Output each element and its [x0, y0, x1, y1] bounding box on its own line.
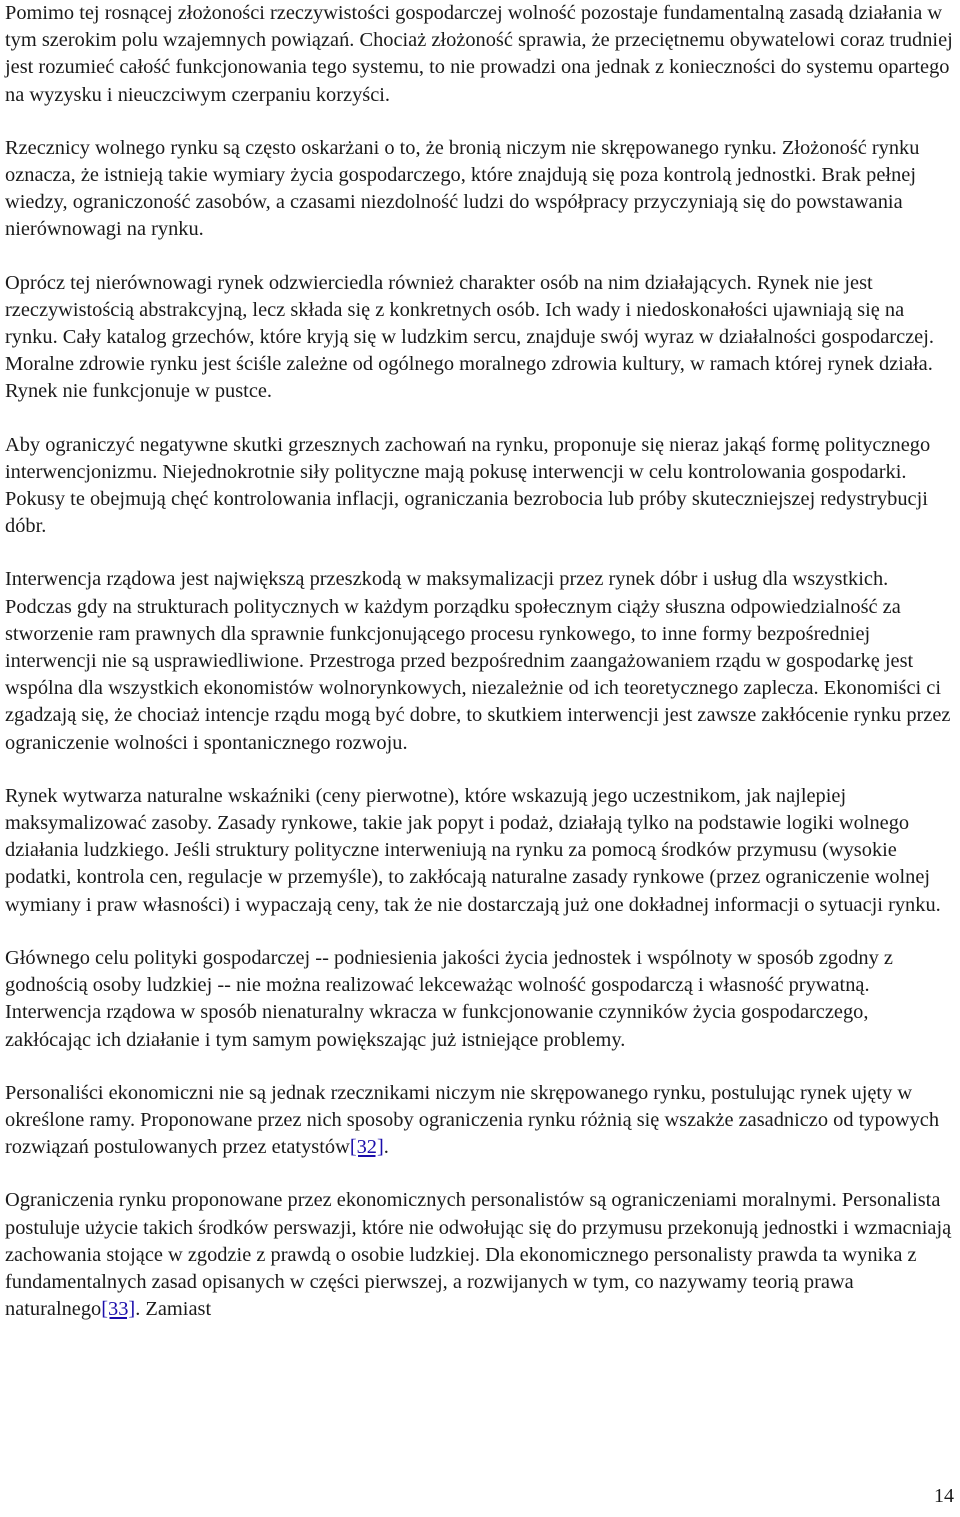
paragraph-8-text-end: .: [383, 1136, 389, 1159]
paragraph-9-text: Ograniczenia rynku proponowane przez ekonomicznych personalistów są ograniczeniami moralnymi. Personalista postuluje użycie takich środków perswazji, które nie odwołując się do przymusu przekonują jednostki i wzmacniają zachowania stojące w zgodzie z prawdą o osobie ludzkiej. Dla ekonomicznego personalisty prawda ta wynika z fundamentalnych zasad opisanych w części pierwszej, a rozwijanych w tym, co nazywamy teorią prawa naturalnego: [5, 1189, 952, 1321]
paragraph-8-text: Personaliści ekonomiczni nie są jednak rzecznikami niczym nie skrępowanego rynku, postulując rynek ujęty w określone ramy. Proponowane przez nich sposoby ograniczenia rynku różnią się wszakże zasadniczo od typowych rozwiązań postulowanych przez etatystów: [5, 1081, 940, 1159]
paragraph-8: [5, 1080, 957, 1162]
footnote-link-33[interactable]: [33]: [101, 1298, 136, 1321]
document-page: [5, 0, 957, 1349]
paragraph-5: Interwencja rządowa jest największą przeszkodą w maksymalizacji przez rynek dóbr i usług dla wszystkich. Podczas gdy na strukturach politycznych w każdym porządku społecznym ciąży słuszna odpowiedzialność za stworzenie ram prawnych dla sprawnie funkcjonującego procesu rynkowego, to inne formy bezpośredniej interwencji nie są usprawiedliwione. Przestroga przed bezpośrednim zaangażowaniem rządu w gospodarkę jest wspólna dla wszystkich ekonomistów wolnorynkowych, niezależnie od ich teoretycznego zaplecza. Ekonomiści ci zgadzają się, że chociaż intencje rządu mogą być dobre, to skutkiem interwencji jest zawsze zakłócenie rynku przez ograniczenie wolności i spontanicznego rozwoju.: [5, 568, 951, 754]
paragraph-9-text-end: . Zamiast: [135, 1298, 212, 1321]
paragraph-9: [5, 1187, 957, 1323]
paragraph-3: Oprócz tej nierównowagi rynek odzwierciedla również charakter osób na nim działających. Rynek nie jest rzeczywistością abstrakcyjną, lecz składa się z konkretnych osób. Ich wady i niedoskonałości ujawniają się na rynku. Cały katalog grzechów, które kryją się w ludzkim sercu, znajduje swój wyraz w działalności gospodarczej. Moralne zdrowie rynku jest ściśle zależne od ogólnego moralnego zdrowia kultury, w ramach której rynek działa. Rynek nie funkcjonuje w pustce.: [5, 271, 934, 403]
paragraph-7: Głównego celu polityki gospodarczej -- podniesienia jakości życia jednostek i wspólnoty w sposób zgodny z godnością osoby ludzkiej -- nie można realizować lekceważąc wolność gospodarczą i własność prywatną. Interwencja rządowa w sposób nienaturalny wkracza w funkcjonowanie czynników życia gospodarczego, zakłócając ich działanie i tym samym powiększając już istniejące problemy.: [5, 946, 893, 1051]
paragraph-1: Pomimo tej rosnącej złożoności rzeczywistości gospodarczej wolność pozostaje fundamentalną zasadą działania w tym szerokim polu wzajemnych powiązań. Chociaż złożoność sprawia, że przeciętnemu obywatelowi coraz trudniej jest rozumieć całość funkcjonowania tego systemu, to nie prowadzi ona jednak z konieczności do systemu opartego na wyzysku i nieuczciwym czerpaniu korzyści.: [5, 2, 953, 106]
page-number: 14: [934, 1485, 954, 1507]
paragraph-4: Aby ograniczyć negatywne skutki grzesznych zachowań na rynku, proponuje się nieraz jakąś formę politycznego interwencjonizmu. Niejednokrotnie siły polityczne mają pokusę interwencji w celu kontrolowania gospodarki. Pokusy te obejmują chęć kontrolowania inflacji, ograniczania bezrobocia lub próby skuteczniejszej redystrybucji dóbr.: [5, 433, 931, 538]
footnote-link-32[interactable]: [32]: [349, 1136, 384, 1159]
paragraph-6: Rynek wytwarza naturalne wskaźniki (ceny pierwotne), które wskazują jego uczestnikom, jak najlepiej maksymalizować zasoby. Zasady rynkowe, takie jak popyt i podaż, działają tylko na podstawie logiki wolnego działania ludzkiego. Jeśli struktury polityczne interweniują na rynku za pomocą środków przymusu (wysokie podatki, kontrola cen, regulacje w przemyśle), to zakłócają naturalne zasady rynkowe (przez ograniczenie wolnej wymiany i praw własności) i wypaczają ceny, tak że nie dostarczają już one dokładnej informacji o sytuacji rynku.: [5, 784, 941, 916]
paragraph-2: Rzecznicy wolnego rynku są często oskarżani o to, że bronią niczym nie skrępowanego rynku. Złożoność rynku oznacza, że istnieją takie wymiary życia gospodarczego, które znajdują się poza kontrolą jednostki. Brak pełnej wiedzy, ograniczoność zasobów, a czasami niezdolność ludzi do współpracy przyczyniają się do powstawania nierównowagi na rynku.: [5, 136, 920, 241]
